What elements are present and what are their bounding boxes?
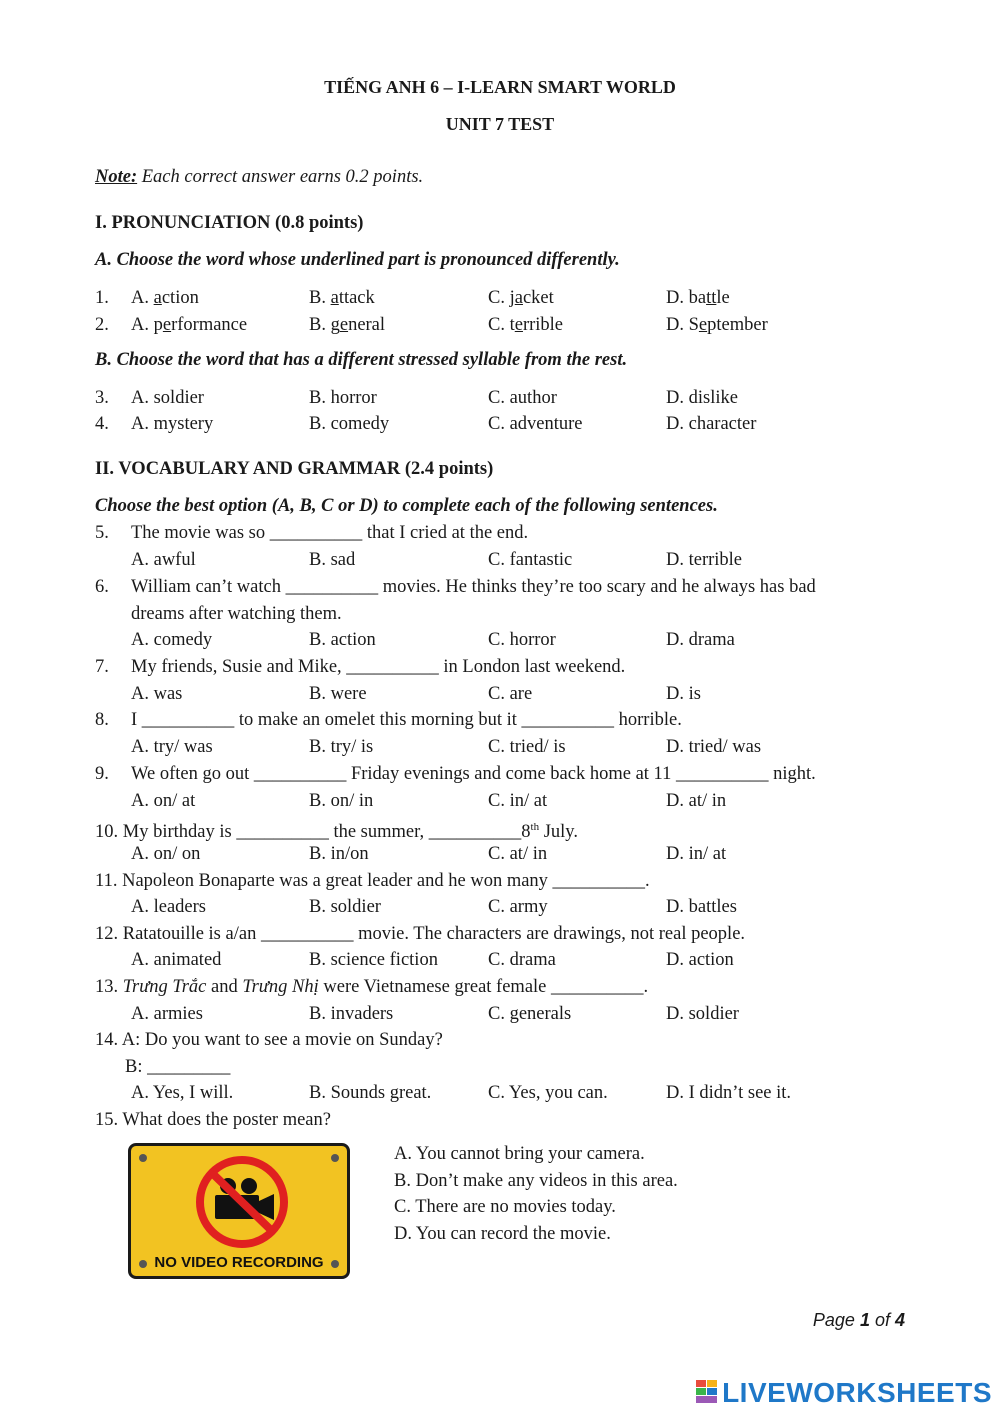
note-label: Note:: [95, 167, 138, 187]
brand-text: LIVEWORKSHEETS: [722, 1377, 992, 1408]
question-number: 2.: [95, 315, 109, 335]
question-text: My friends, Susie and Mike, __________ in London last weekend.: [131, 657, 626, 677]
question-number: 7.: [95, 657, 109, 677]
option-d[interactable]: D. I didn’t see it.: [666, 1083, 792, 1103]
option-b[interactable]: B. Sounds great.: [309, 1083, 432, 1103]
option-d[interactable]: D. at/ in: [666, 791, 727, 811]
option-a[interactable]: A. armies: [131, 1004, 203, 1024]
question-number: 5.: [95, 523, 109, 543]
question-13: [95, 974, 648, 1000]
option-a[interactable]: A. comedy: [131, 630, 213, 650]
option-b[interactable]: B. invaders: [309, 1004, 394, 1024]
option-b[interactable]: B. Don’t make any videos in this area.: [394, 1171, 678, 1191]
screw-icon: [331, 1154, 339, 1162]
question-2: [95, 312, 131, 338]
question-11: [95, 868, 650, 894]
question-4-options: [131, 411, 931, 437]
question-9: [95, 761, 816, 787]
option-b[interactable]: B. comedy: [309, 414, 390, 434]
option-b[interactable]: B. sad: [309, 550, 356, 570]
question-7-options: [131, 681, 931, 707]
question-2-options: [131, 312, 931, 338]
question-12: [95, 921, 745, 947]
no-video-recording-sign: [128, 1143, 350, 1279]
question-number: 3.: [95, 388, 109, 408]
question-number: 6.: [95, 577, 109, 597]
question-3-options: [131, 385, 931, 411]
option-b[interactable]: B. attack: [309, 288, 375, 308]
question-text-end: July.: [539, 822, 578, 843]
option-c[interactable]: C. fantastic: [488, 550, 573, 570]
option-c[interactable]: C. are: [488, 684, 533, 704]
question-6-options: [131, 627, 931, 653]
option-a[interactable]: A. performance: [131, 315, 248, 335]
document-title: TIẾNG ANH 6 – I-LEARN SMART WORLD: [324, 77, 676, 97]
option-b[interactable]: B. action: [309, 630, 376, 650]
option-b[interactable]: B. horror: [309, 388, 377, 408]
option-d[interactable]: D. dislike: [666, 388, 738, 408]
option-d[interactable]: D. in/ at: [666, 844, 727, 864]
name-trung-nhi: Trưng Nhị: [242, 977, 319, 997]
page-total: 4: [894, 1310, 905, 1330]
question-number: 12.: [95, 924, 119, 944]
option-c[interactable]: C. horror: [488, 630, 556, 650]
question-text: My birthday is __________ the summer, __________8: [122, 822, 531, 843]
option-c[interactable]: C. Yes, you can.: [488, 1083, 608, 1103]
note: [95, 167, 423, 188]
page-indicator: [813, 1310, 905, 1331]
option-a[interactable]: A. action: [131, 288, 199, 308]
option-a[interactable]: A. awful: [131, 550, 196, 570]
question-number: 8.: [95, 710, 109, 730]
question-15: [95, 1107, 331, 1133]
question-text: What does the poster mean?: [122, 1110, 331, 1130]
question-6: [95, 574, 816, 600]
question-5: [95, 520, 528, 546]
option-c[interactable]: C. terrible: [488, 315, 564, 335]
option-b[interactable]: B. general: [309, 315, 386, 335]
logo-blocks-icon: [696, 1379, 718, 1411]
conjunction: and: [206, 977, 243, 997]
option-c[interactable]: C. generals: [488, 1004, 572, 1024]
question-number: 4.: [95, 414, 109, 434]
section-2-instruction: Choose the best option (A, B, C or D) to complete each of the following sentences.: [95, 496, 718, 516]
option-d[interactable]: D. drama: [666, 630, 735, 650]
question-number: 1.: [95, 288, 109, 308]
option-a[interactable]: A. mystery: [131, 414, 214, 434]
option-d[interactable]: D. battles: [666, 897, 737, 917]
section-pronunciation-title: I. PRONUNCIATION (0.8 points): [95, 213, 364, 233]
option-a[interactable]: A. leaders: [131, 897, 206, 917]
question-text: We often go out __________ Friday evenings and come back home at 11 __________ night.: [131, 764, 816, 784]
question-text: Napoleon Bonaparte was a great leader and he won many __________.: [122, 871, 650, 891]
question-3: [95, 385, 131, 411]
question-14-options: [131, 1080, 931, 1106]
option-a[interactable]: A. soldier: [131, 388, 204, 408]
question-text: The movie was so __________ that I cried at the end.: [131, 523, 529, 543]
question-1-options: [131, 285, 931, 311]
option-d[interactable]: D. is: [666, 684, 701, 704]
option-b[interactable]: B. science fiction: [309, 950, 438, 970]
question-number: 11.: [95, 871, 118, 891]
question-12-options: [131, 947, 931, 973]
option-a[interactable]: A. was: [131, 684, 183, 704]
part-b-instruction: B. Choose the word that has a different stressed syllable from the rest.: [95, 350, 628, 370]
option-d[interactable]: D. battle: [666, 288, 730, 308]
question-8-options: [131, 734, 931, 760]
question-11-options: [131, 894, 931, 920]
question-1: [95, 285, 131, 311]
option-d[interactable]: D. character: [666, 414, 757, 434]
question-13-options: [131, 1001, 931, 1027]
question-10-options: [131, 841, 931, 867]
question-5-options: [131, 547, 931, 573]
option-a[interactable]: A. on/ at: [131, 791, 196, 811]
answer-blank-b[interactable]: B: _________: [125, 1057, 231, 1077]
option-d[interactable]: D. terrible: [666, 550, 743, 570]
option-c[interactable]: C. at/ in: [488, 844, 548, 864]
option-c[interactable]: C. tried/ is: [488, 737, 566, 757]
superscript: th: [530, 821, 540, 833]
option-d[interactable]: D. You can record the movie.: [394, 1224, 611, 1244]
option-c[interactable]: C. jacket: [488, 288, 554, 308]
option-a[interactable]: A. Yes, I will.: [131, 1083, 234, 1103]
question-8: [95, 707, 682, 733]
option-b[interactable]: B. were: [309, 684, 367, 704]
question-7: [95, 654, 625, 680]
sign-graphic: [131, 1146, 347, 1276]
option-c[interactable]: C. army: [488, 897, 548, 917]
option-d[interactable]: D. tried/ was: [666, 737, 762, 757]
question-text: I __________ to make an omelet this morning but it __________ horrible.: [131, 710, 682, 730]
question-number: 13.: [95, 977, 119, 997]
option-b[interactable]: B. on/ in: [309, 791, 374, 811]
question-14: [95, 1027, 443, 1053]
option-d[interactable]: D. soldier: [666, 1004, 739, 1024]
option-a[interactable]: A. try/ was: [131, 737, 213, 757]
option-b[interactable]: B. soldier: [309, 897, 381, 917]
page-current: 1: [859, 1310, 870, 1330]
document-subtitle: UNIT 7 TEST: [445, 114, 555, 134]
question-number: 9.: [95, 764, 109, 784]
question-number: 14.: [95, 1030, 119, 1050]
liveworksheets-logo: [696, 1377, 992, 1411]
question-number: 10.: [95, 822, 119, 843]
question-number: 15.: [95, 1110, 119, 1130]
option-c[interactable]: C. author: [488, 388, 557, 408]
page-of: of: [869, 1310, 895, 1330]
screw-icon: [139, 1260, 147, 1268]
question-text: A: Do you want to see a movie on Sunday?: [121, 1030, 443, 1050]
option-b[interactable]: B. try/ is: [309, 737, 374, 757]
note-text: Each correct answer earns 0.2 points.: [137, 167, 424, 187]
question-text: Ratatouille is a/an __________ movie. The characters are drawings, not real people.: [118, 924, 746, 944]
option-c[interactable]: C. in/ at: [488, 791, 548, 811]
question-text-continued: dreams after watching them.: [131, 604, 342, 624]
name-trung-trac: Trưng Trắc: [122, 977, 207, 997]
option-d[interactable]: D. September: [666, 315, 768, 335]
question-9-options: [131, 788, 931, 814]
page-label: Page: [812, 1310, 860, 1330]
question-4: [95, 411, 131, 437]
option-c[interactable]: C. There are no movies today.: [394, 1197, 616, 1217]
option-c[interactable]: C. drama: [488, 950, 556, 970]
question-text: were Vietnamese great female __________.: [318, 977, 649, 997]
option-a[interactable]: A. animated: [131, 950, 222, 970]
part-a-instruction: A. Choose the word whose underlined part is pronounced differently.: [95, 250, 620, 270]
option-d[interactable]: D. action: [666, 950, 734, 970]
screw-icon: [331, 1260, 339, 1268]
section-vocabulary-title: II. VOCABULARY AND GRAMMAR (2.4 points): [95, 459, 494, 479]
sign-caption: NO VIDEO RECORDING: [154, 1254, 324, 1271]
option-a[interactable]: A. on/ on: [131, 844, 201, 864]
option-b[interactable]: B. in/on: [309, 844, 369, 864]
option-a[interactable]: A. You cannot bring your camera.: [394, 1144, 645, 1164]
screw-icon: [139, 1154, 147, 1162]
question-text: William can’t watch __________ movies. He thinks they’re too scary and he always has bad: [131, 577, 816, 597]
option-c[interactable]: C. adventure: [488, 414, 583, 434]
